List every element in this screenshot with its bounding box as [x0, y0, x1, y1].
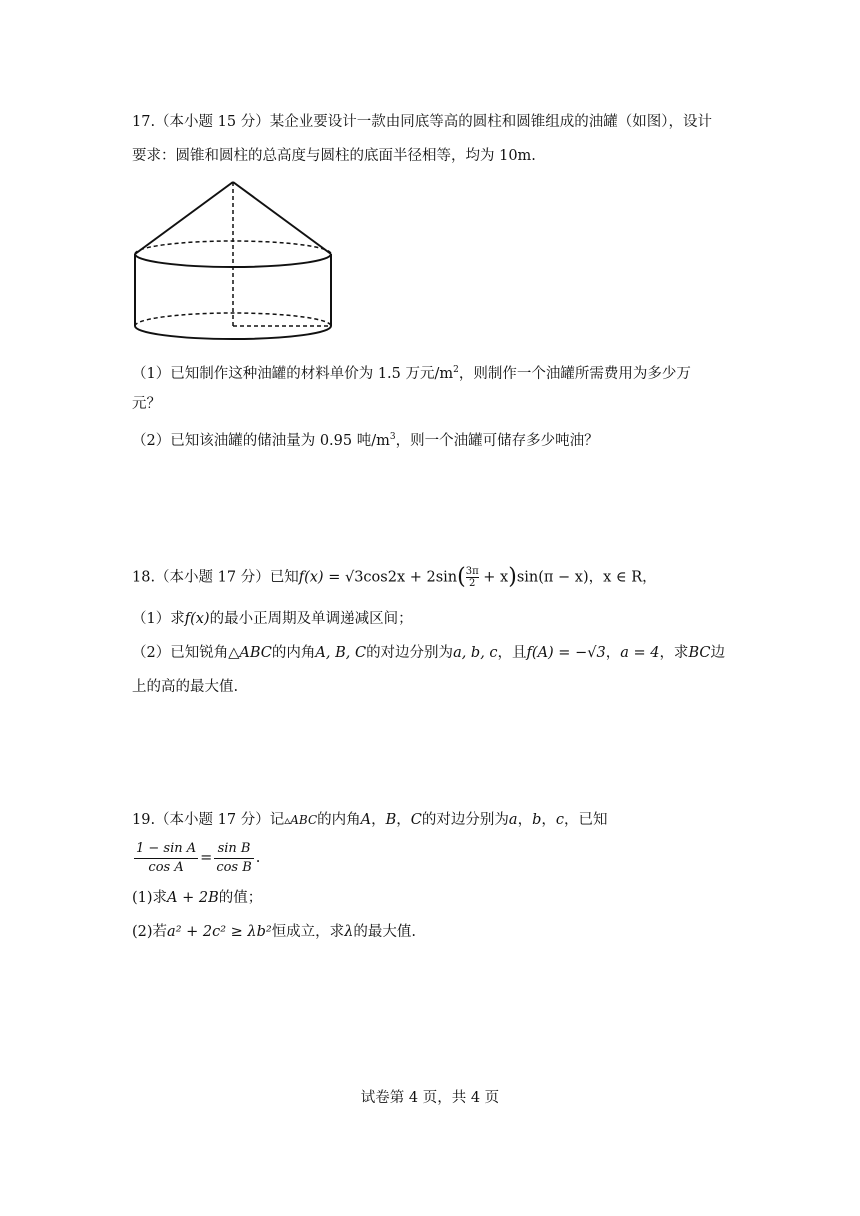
- q17-line1: 17.（本小题 15 分）某企业要设计一款由同底等高的圆柱和圆锥组成的油罐（如图），设计: [132, 114, 712, 130]
- q19-part2: (2)若a² + 2c² ≥ λb²恒成立，求λ的最大值.: [132, 924, 416, 940]
- q17-part1-line1: （1）已知制作这种油罐的材料单价为 1.5 万元$/m^2$，则制作一个油罐所需费用为多少万: [132, 365, 691, 382]
- q17-line2: 要求：圆锥和圆柱的总高度与圆柱的底面半径相等，均为 10m.: [132, 148, 536, 164]
- q18-part1: （1）求f(x)的最小正周期及单调递减区间；: [132, 611, 413, 627]
- page-footer: 试卷第 4 页，共 4 页: [360, 1090, 500, 1106]
- q17-part2: （2）已知该油罐的储油量为 0.95 吨$/m^3$，则一个油罐可储存多少吨油？: [132, 432, 599, 449]
- oil-tank-figure: [133, 180, 335, 340]
- q18-part2-line2: 上的高的最大值.: [132, 679, 239, 695]
- q18-part2-line1: （2）已知锐角△ABC的内角A, B, C的对边分别为a, b, c，且f(A) = −√3，a = 4，求BC边: [132, 645, 725, 661]
- q19-equation: $\frac{\text{1 − sin A}}{\text{cos A}}$ = $\frac{\text{sin B}}{\text{cos B}}$ .: [136, 840, 261, 875]
- q17-part1-line2: 元？: [132, 396, 161, 412]
- q19-part1: (1)求A + 2B的值；: [132, 890, 263, 906]
- q18-frac: $\frac{3\pi}{2}$: [465, 566, 479, 589]
- bottom-ellipse-front: [135, 326, 331, 339]
- q18-stem: 18.（本小题 17 分）已知f(x) = √3cos2x + 2sin( $\frac{3\pi}{2}$ + x)sin(π − x)，x ∈ R，: [132, 564, 657, 590]
- q19-stem: 19.（本小题 17 分）记▵ABC的内角A，B，C的对边分别为a，b，c，已知: [132, 812, 608, 828]
- q19-frac-right: $\frac{\text{sin B}}{\text{cos B}}$: [216, 840, 252, 875]
- q19-frac-left: $\frac{\text{1 − sin A}}{\text{cos A}}$: [136, 840, 197, 875]
